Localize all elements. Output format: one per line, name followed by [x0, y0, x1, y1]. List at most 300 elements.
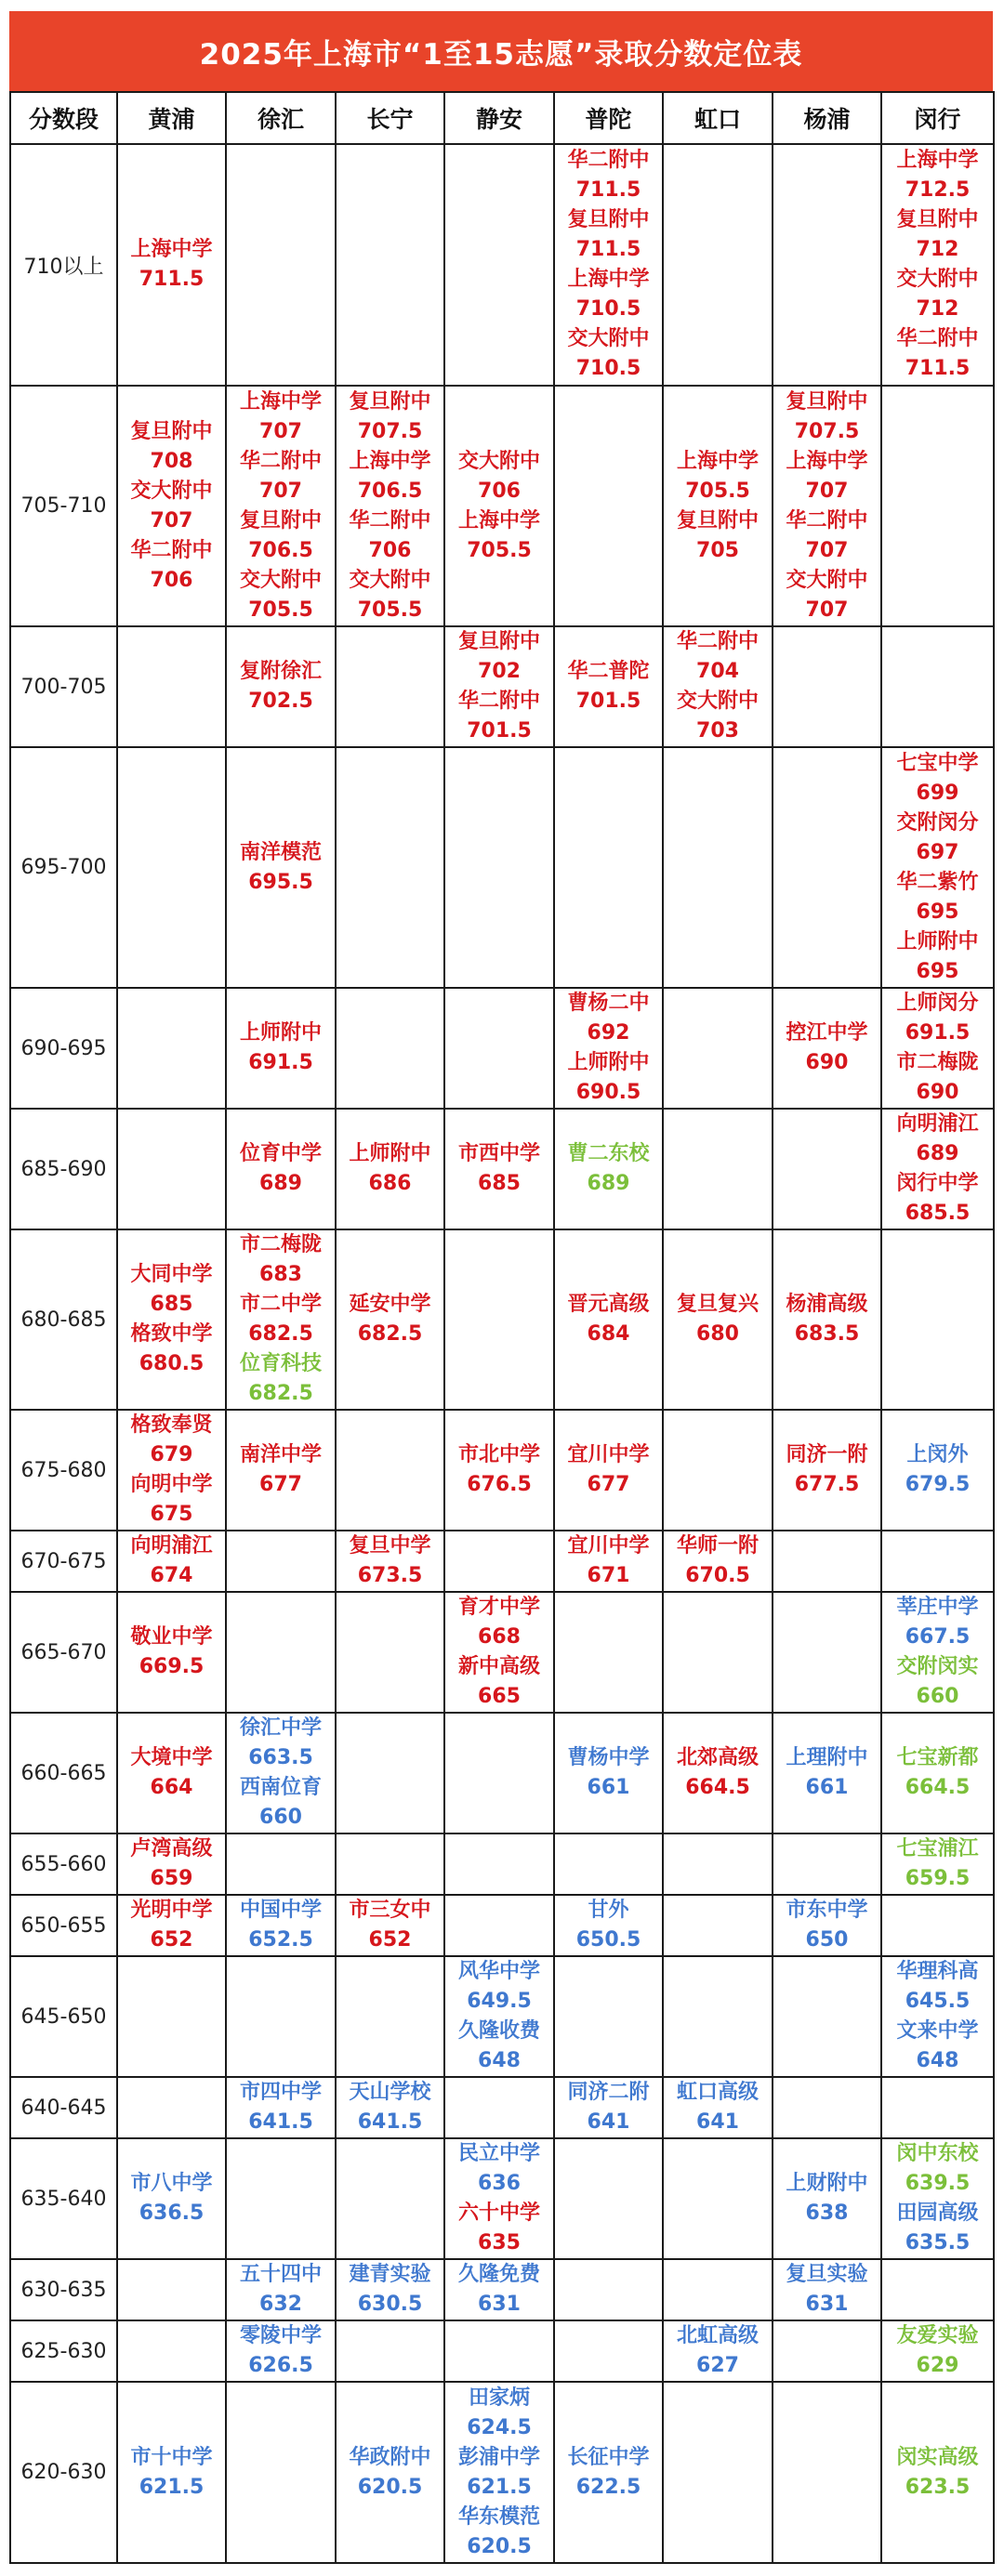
district-cell — [554, 626, 663, 747]
district-cell — [881, 2138, 994, 2259]
district-cell — [663, 1713, 773, 1833]
district-cell — [117, 988, 226, 1109]
admission-score: 668 — [478, 1625, 521, 1649]
district-cell — [773, 988, 881, 1109]
school-name: 上师附中 — [567, 1051, 650, 1074]
school-name: 复旦实验 — [786, 2263, 868, 2286]
admission-score: 711.5 — [905, 357, 971, 380]
school-name: 南洋中学 — [239, 1443, 322, 1466]
admission-score: 641 — [587, 2110, 630, 2134]
district-cell — [336, 1109, 444, 1229]
school-name: 六十中学 — [457, 2201, 540, 2225]
admission-score: 702.5 — [248, 690, 313, 713]
district-cell — [336, 2077, 444, 2138]
school-name: 上海中学 — [567, 268, 650, 291]
district-cell — [663, 1956, 773, 2077]
school-name: 交附闵分 — [896, 810, 979, 835]
header-row — [10, 92, 994, 144]
district-cell — [881, 386, 994, 626]
school-name: 华二附中 — [676, 630, 759, 653]
school-name: 田园高级 — [896, 2201, 979, 2225]
district-cell — [773, 2138, 881, 2259]
district-cell — [881, 1713, 994, 1833]
district-cell — [226, 1410, 336, 1531]
school-name: 曹二东校 — [567, 1142, 650, 1165]
score-band-cell: 670-675 — [10, 1531, 117, 1592]
district-cell — [117, 2138, 226, 2259]
school-name: 交大附中 — [130, 479, 213, 503]
score-band-cell: 630-635 — [10, 2259, 117, 2320]
admission-score: 623.5 — [905, 2475, 971, 2499]
school-name: 甘外 — [588, 1899, 629, 1922]
school-name: 卢湾高级 — [130, 1837, 213, 1860]
district-cell — [117, 2320, 226, 2382]
district-cell — [117, 1956, 226, 2077]
district-cell — [773, 144, 881, 386]
column-header: 徐汇 — [226, 92, 336, 144]
district-cell — [663, 144, 773, 386]
admission-score: 648 — [478, 2049, 521, 2072]
school-name: 长征中学 — [567, 2445, 650, 2469]
admission-score: 621.5 — [467, 2475, 532, 2499]
admission-score: 659.5 — [905, 1867, 971, 1890]
admission-score: 675 — [150, 1503, 193, 1526]
admission-score: 683 — [259, 1263, 302, 1286]
school-name: 交大附中 — [457, 449, 540, 473]
score-band-cell: 645-650 — [10, 1956, 117, 2077]
table-body — [10, 144, 994, 2563]
admission-score: 620.5 — [467, 2534, 532, 2558]
school-name: 市二中学 — [239, 1293, 322, 1316]
district-cell — [117, 1531, 226, 1592]
district-cell — [117, 2077, 226, 2138]
district-cell — [554, 1109, 663, 1229]
table-row — [10, 2320, 994, 2382]
admission-score: 682.5 — [248, 1382, 313, 1405]
school-name: 格致奉贤 — [130, 1413, 213, 1437]
admission-score: 712 — [916, 238, 959, 261]
admission-score: 705.5 — [685, 479, 750, 503]
district-cell — [554, 386, 663, 626]
district-cell — [226, 2138, 336, 2259]
admission-score: 635 — [478, 2231, 521, 2254]
district-cell — [117, 144, 226, 386]
admission-score: 626.5 — [248, 2354, 313, 2377]
score-band-cell: 675-680 — [10, 1410, 117, 1531]
table-row — [10, 1109, 994, 1229]
district-cell — [663, 1895, 773, 1956]
admission-score: 676.5 — [467, 1473, 532, 1496]
school-name: 复旦附中 — [896, 208, 979, 231]
district-cell — [881, 1109, 994, 1229]
school-name: 华二附中 — [239, 449, 322, 473]
admission-score: 648 — [916, 2049, 959, 2072]
district-cell — [336, 2382, 444, 2563]
admission-score: 702 — [478, 660, 521, 683]
district-cell — [117, 2259, 226, 2320]
district-cell — [444, 386, 554, 626]
district-cell — [444, 2077, 554, 2138]
school-name: 交附闵实 — [896, 1655, 979, 1678]
school-name: 延安中学 — [349, 1293, 431, 1316]
admission-score: 691.5 — [248, 1051, 313, 1074]
district-cell — [554, 2259, 663, 2320]
admission-score: 645.5 — [905, 1990, 971, 2013]
table-row — [10, 1833, 994, 1895]
score-band-cell: 655-660 — [10, 1833, 117, 1895]
school-name: 七宝浦江 — [896, 1837, 979, 1860]
school-name: 育才中学 — [457, 1596, 540, 1619]
admission-score: 677.5 — [794, 1473, 860, 1496]
district-cell — [336, 1956, 444, 2077]
table-row — [10, 1592, 994, 1713]
school-name: 七宝新都 — [896, 1746, 979, 1769]
admission-score: 683.5 — [794, 1322, 860, 1346]
school-name: 交大附中 — [676, 690, 759, 713]
table-row — [10, 1895, 994, 1956]
district-cell — [336, 386, 444, 626]
admission-score: 622.5 — [575, 2475, 641, 2499]
school-name: 曹杨二中 — [567, 992, 650, 1015]
school-name: 大境中学 — [130, 1746, 213, 1769]
district-cell — [881, 2382, 994, 2563]
admission-score: 701.5 — [467, 719, 532, 743]
school-name: 复旦附中 — [239, 508, 322, 532]
district-cell — [554, 1531, 663, 1592]
district-cell — [117, 386, 226, 626]
admission-score: 699 — [916, 781, 959, 805]
school-name: 华二普陀 — [567, 660, 650, 683]
table-row — [10, 988, 994, 1109]
admission-score: 705 — [696, 538, 739, 562]
admission-score: 711.5 — [139, 268, 205, 291]
district-cell — [554, 747, 663, 988]
district-cell — [881, 1410, 994, 1531]
school-name: 复旦附中 — [349, 389, 431, 414]
column-header: 静安 — [444, 92, 554, 144]
school-name: 上海中学 — [239, 389, 322, 414]
admission-score: 707.5 — [357, 419, 423, 443]
school-name: 文来中学 — [896, 2019, 979, 2043]
school-name: 虹口高级 — [676, 2081, 759, 2104]
table-row — [10, 1956, 994, 2077]
school-name: 上海中学 — [130, 238, 213, 261]
school-name: 风华中学 — [457, 1960, 540, 1983]
school-name: 中国中学 — [239, 1899, 322, 1922]
table-row — [10, 1531, 994, 1592]
school-name: 闵中东校 — [896, 2142, 979, 2165]
district-cell — [663, 386, 773, 626]
table-row — [10, 144, 994, 386]
school-name: 新中高级 — [457, 1655, 540, 1678]
admission-score: 704 — [696, 660, 739, 683]
district-cell — [663, 1410, 773, 1531]
school-name: 复附徐汇 — [239, 660, 322, 683]
district-cell — [117, 1833, 226, 1895]
score-band-cell: 650-655 — [10, 1895, 117, 1956]
school-name: 交大附中 — [239, 568, 322, 592]
school-name: 上海中学 — [786, 449, 868, 473]
district-cell — [554, 1833, 663, 1895]
admission-score: 680 — [696, 1322, 739, 1346]
admission-score: 652 — [368, 1928, 412, 1952]
admission-score: 631 — [478, 2293, 521, 2316]
school-name: 五十四中 — [239, 2263, 322, 2286]
admission-score: 707 — [259, 419, 302, 443]
admission-score: 639.5 — [905, 2172, 971, 2195]
school-name: 位育中学 — [239, 1142, 322, 1165]
district-cell — [226, 2382, 336, 2563]
admission-score: 691.5 — [905, 1021, 971, 1045]
school-name: 大同中学 — [130, 1263, 213, 1286]
admission-score: 627 — [696, 2354, 739, 2377]
district-cell — [336, 1592, 444, 1713]
district-cell — [881, 2320, 994, 2382]
admission-score: 710.5 — [575, 357, 641, 380]
admission-score: 705.5 — [248, 598, 313, 622]
admission-score: 624.5 — [467, 2415, 532, 2439]
district-cell — [336, 1410, 444, 1531]
admission-score: 705.5 — [357, 598, 423, 622]
district-cell — [773, 1713, 881, 1833]
school-name: 市北中学 — [457, 1443, 540, 1466]
district-cell — [554, 1956, 663, 2077]
school-name: 市东中学 — [786, 1899, 868, 1922]
admission-score: 652.5 — [248, 1928, 313, 1952]
admission-score: 682.5 — [248, 1322, 313, 1346]
district-cell — [336, 1895, 444, 1956]
school-name: 市西中学 — [457, 1142, 540, 1165]
school-name: 交大附中 — [349, 568, 431, 592]
admission-score: 649.5 — [467, 1990, 532, 2013]
score-band-cell: 625-630 — [10, 2320, 117, 2382]
district-cell — [773, 1531, 881, 1592]
district-cell — [773, 1895, 881, 1956]
table-row — [10, 2077, 994, 2138]
admission-score: 689 — [587, 1172, 630, 1195]
district-cell — [554, 2077, 663, 2138]
admission-score: 685 — [478, 1172, 521, 1195]
school-name: 复旦附中 — [457, 630, 540, 653]
admission-score: 685 — [150, 1293, 193, 1316]
district-cell — [117, 1895, 226, 1956]
school-name: 市二梅陇 — [239, 1233, 322, 1256]
district-cell — [226, 1956, 336, 2077]
district-cell — [881, 988, 994, 1109]
score-table — [9, 91, 995, 2564]
table-row — [10, 1229, 994, 1410]
school-name: 田家炳 — [468, 2385, 530, 2410]
column-header: 黄浦 — [117, 92, 226, 144]
school-name: 同济二附 — [567, 2081, 650, 2104]
school-name: 复旦中学 — [349, 1534, 431, 1557]
admission-score: 680.5 — [139, 1352, 205, 1375]
school-name: 复旦复兴 — [676, 1293, 759, 1316]
district-cell — [336, 747, 444, 988]
district-cell — [773, 2259, 881, 2320]
admission-score: 703 — [696, 719, 739, 743]
school-name: 上师闵分 — [896, 992, 979, 1015]
admission-score: 706 — [368, 538, 412, 562]
district-cell — [663, 1229, 773, 1410]
admission-score: 641.5 — [357, 2110, 423, 2134]
school-name: 华二附中 — [896, 327, 979, 350]
school-name: 同济一附 — [786, 1443, 868, 1466]
district-cell — [226, 626, 336, 747]
admission-score: 706 — [478, 479, 521, 503]
district-cell — [444, 626, 554, 747]
admission-score: 708 — [150, 449, 193, 473]
district-cell — [773, 2382, 881, 2563]
school-name: 市八中学 — [130, 2172, 213, 2195]
district-cell — [554, 144, 663, 386]
school-name: 敬业中学 — [130, 1625, 213, 1649]
score-band-cell: 685-690 — [10, 1109, 117, 1229]
district-cell — [663, 2138, 773, 2259]
school-name: 交大附中 — [896, 268, 979, 291]
admission-score: 673.5 — [357, 1564, 423, 1587]
school-name: 上师附中 — [896, 929, 979, 953]
admission-score: 660 — [916, 1685, 959, 1708]
admission-score: 629 — [916, 2354, 959, 2377]
district-cell — [117, 1410, 226, 1531]
district-cell — [554, 1895, 663, 1956]
admission-score: 701.5 — [575, 690, 641, 713]
school-name: 市二梅陇 — [896, 1051, 979, 1074]
score-band-cell: 635-640 — [10, 2138, 117, 2259]
district-cell — [444, 144, 554, 386]
admission-score: 706.5 — [357, 479, 423, 503]
school-name: 向明浦江 — [896, 1112, 979, 1136]
school-name: 华理科高 — [896, 1960, 979, 1983]
admission-score: 711.5 — [575, 238, 641, 261]
admission-score: 636.5 — [139, 2201, 205, 2225]
column-header: 分数段 — [10, 92, 117, 144]
district-cell — [881, 1592, 994, 1713]
school-name: 南洋模范 — [239, 840, 322, 864]
district-cell — [226, 988, 336, 1109]
school-name: 华二附中 — [130, 538, 213, 562]
district-cell — [444, 2259, 554, 2320]
district-cell — [663, 1109, 773, 1229]
admission-score: 621.5 — [139, 2475, 205, 2499]
district-cell — [117, 747, 226, 988]
admission-score: 659 — [150, 1867, 193, 1890]
admission-score: 711.5 — [575, 178, 641, 202]
school-name: 曹杨中学 — [567, 1746, 650, 1769]
admission-score: 635.5 — [905, 2231, 971, 2254]
admission-score: 664 — [150, 1776, 193, 1799]
district-cell — [226, 1592, 336, 1713]
school-name: 华二附中 — [349, 508, 431, 532]
admission-score: 695 — [916, 900, 959, 924]
school-name: 光明中学 — [130, 1899, 213, 1922]
score-band-cell: 705-710 — [10, 386, 117, 626]
district-cell — [444, 747, 554, 988]
score-band-cell: 680-685 — [10, 1229, 117, 1410]
district-cell — [226, 1229, 336, 1410]
district-cell — [117, 2382, 226, 2563]
admission-score: 661 — [587, 1776, 630, 1799]
admission-score: 686 — [368, 1172, 412, 1195]
admission-score: 679 — [150, 1443, 193, 1466]
school-name: 北郊高级 — [676, 1746, 759, 1769]
district-cell — [117, 1229, 226, 1410]
school-name: 七宝中学 — [896, 751, 979, 775]
school-name: 上师附中 — [239, 1021, 322, 1045]
district-cell — [117, 1592, 226, 1713]
district-cell — [881, 2077, 994, 2138]
school-name: 西南位育 — [239, 1776, 322, 1799]
admission-score: 667.5 — [905, 1625, 971, 1649]
school-name: 市三女中 — [349, 1899, 431, 1922]
admission-score: 705.5 — [467, 538, 532, 562]
district-cell — [226, 1109, 336, 1229]
school-name: 莘庄中学 — [896, 1596, 979, 1619]
admission-score: 692 — [587, 1021, 630, 1045]
admission-score: 671 — [587, 1564, 630, 1587]
admission-score: 674 — [150, 1564, 193, 1587]
school-name: 华政附中 — [349, 2445, 431, 2469]
admission-score: 641.5 — [248, 2110, 313, 2134]
district-cell — [336, 144, 444, 386]
district-cell — [554, 1229, 663, 1410]
district-cell — [554, 2320, 663, 2382]
district-cell — [444, 1833, 554, 1895]
admission-score: 652 — [150, 1928, 193, 1952]
district-cell — [117, 626, 226, 747]
district-cell — [226, 2259, 336, 2320]
admission-score: 665 — [478, 1685, 521, 1708]
admission-score: 695 — [916, 959, 959, 983]
admission-score: 630.5 — [357, 2293, 423, 2316]
school-name: 华东模范 — [457, 2504, 540, 2529]
district-cell — [336, 1229, 444, 1410]
district-cell — [554, 1592, 663, 1713]
school-name: 复旦附中 — [676, 508, 759, 532]
district-cell — [663, 626, 773, 747]
district-cell — [444, 988, 554, 1109]
district-cell — [773, 1410, 881, 1531]
admission-score: 650 — [805, 1928, 849, 1952]
admission-score: 689 — [916, 1142, 959, 1165]
table-row — [10, 1410, 994, 1531]
district-cell — [444, 1956, 554, 2077]
district-cell — [663, 1833, 773, 1895]
school-name: 位育科技 — [239, 1352, 322, 1375]
school-name: 民立中学 — [457, 2142, 540, 2165]
school-name: 市十中学 — [130, 2445, 213, 2469]
district-cell — [444, 2320, 554, 2382]
district-cell — [444, 1713, 554, 1833]
admission-score: 707.5 — [794, 419, 860, 443]
district-cell — [773, 2320, 881, 2382]
district-cell — [554, 2382, 663, 2563]
school-name: 上闵外 — [906, 1443, 969, 1466]
district-cell — [773, 1229, 881, 1410]
admission-score: 707 — [805, 598, 849, 622]
district-cell — [881, 626, 994, 747]
district-cell — [773, 626, 881, 747]
admission-score: 712 — [916, 297, 959, 321]
district-cell — [444, 1109, 554, 1229]
admission-score: 697 — [916, 840, 959, 864]
school-name: 闵行中学 — [896, 1172, 979, 1195]
admission-score: 695.5 — [248, 870, 313, 894]
school-name: 久隆收费 — [457, 2019, 540, 2043]
district-cell — [336, 2138, 444, 2259]
admission-score: 710.5 — [575, 297, 641, 321]
